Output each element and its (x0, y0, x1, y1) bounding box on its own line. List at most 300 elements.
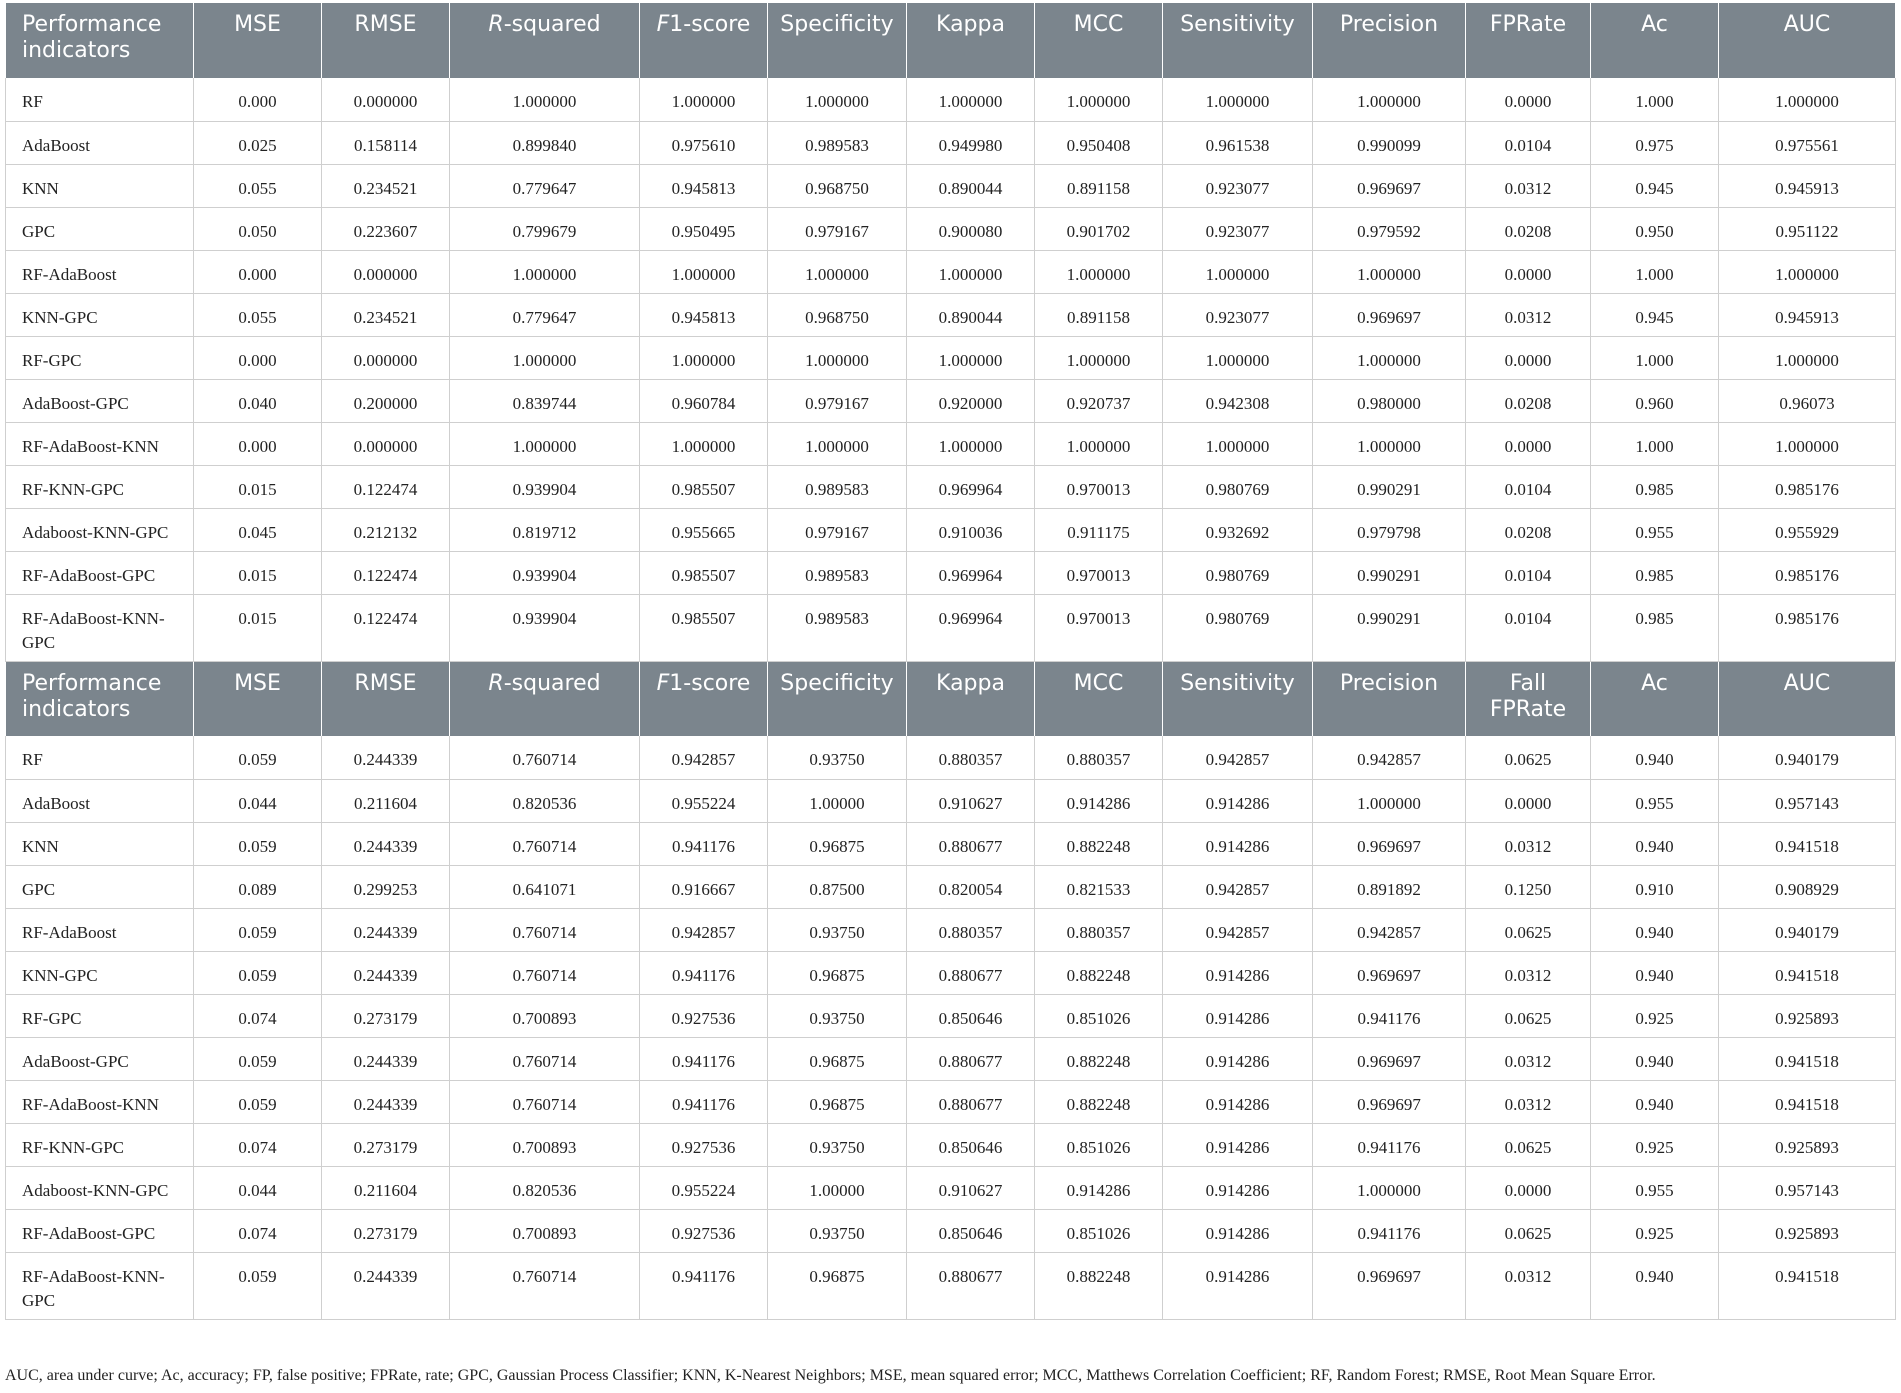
column-header-indicator (6, 661, 194, 736)
cell-f1-score: 0.927536 (640, 1123, 768, 1166)
cell-rmse: 0.244339 (322, 1252, 450, 1319)
cell-f1-score: 0.941176 (640, 1037, 768, 1080)
cell-mse: 0.040 (194, 379, 322, 422)
cell-auc: 0.945913 (1719, 293, 1896, 336)
table-row (6, 207, 1896, 250)
row-label: RF-AdaBoost-KNN (6, 422, 194, 465)
column-header-mse (194, 661, 322, 736)
cell-mse: 0.050 (194, 207, 322, 250)
cell-f1-score: 1.000000 (640, 78, 768, 121)
cell-sensitivity: 0.914286 (1163, 779, 1313, 822)
header-text: Kappa (936, 12, 1005, 37)
cell-rmse: 0.211604 (322, 779, 450, 822)
cell-ac: 0.950 (1591, 207, 1719, 250)
cell-specificity: 1.000000 (768, 250, 907, 293)
header-text: AUC (1783, 670, 1831, 696)
column-header-mcc (1035, 3, 1163, 78)
cell-ac: 0.925 (1591, 1123, 1719, 1166)
column-header-ac (1591, 661, 1719, 736)
table-row (6, 1252, 1896, 1319)
column-header-auc (1719, 3, 1896, 78)
cell-mse: 0.055 (194, 164, 322, 207)
cell-specificity: 0.989583 (768, 121, 907, 164)
cell-ac: 0.975 (1591, 121, 1719, 164)
header-text: MCC (1073, 12, 1124, 37)
header-text: RMSE (354, 12, 417, 37)
cell-auc: 0.941518 (1719, 951, 1896, 994)
cell-mcc: 0.882248 (1035, 1252, 1163, 1319)
cell-fprate: 0.0312 (1466, 1252, 1591, 1319)
cell-sensitivity: 0.914286 (1163, 1252, 1313, 1319)
cell-sensitivity: 1.000000 (1163, 78, 1313, 121)
cell-mcc: 0.891158 (1035, 164, 1163, 207)
cell-auc: 0.908929 (1719, 865, 1896, 908)
table-row (6, 951, 1896, 994)
column-header-r-squared (450, 3, 640, 78)
table-row (6, 1037, 1896, 1080)
cell-f1-score: 1.000000 (640, 250, 768, 293)
cell-rmse: 0.158114 (322, 121, 450, 164)
table-row (6, 908, 1896, 951)
cell-precision: 1.000000 (1313, 1166, 1466, 1209)
cell-r-squared: 0.760714 (450, 908, 640, 951)
cell-r-squared: 0.760714 (450, 1252, 640, 1319)
cell-mse: 0.059 (194, 908, 322, 951)
cell-r-squared: 0.779647 (450, 293, 640, 336)
row-label: RF-KNN-GPC (6, 465, 194, 508)
cell-mse: 0.059 (194, 736, 322, 779)
cell-mcc: 0.851026 (1035, 1209, 1163, 1252)
cell-precision: 0.942857 (1313, 736, 1466, 779)
cell-auc: 0.941518 (1719, 1080, 1896, 1123)
row-label: RF-AdaBoost (6, 908, 194, 951)
cell-mcc: 0.882248 (1035, 822, 1163, 865)
cell-specificity: 0.96875 (768, 951, 907, 994)
cell-f1-score: 1.000000 (640, 336, 768, 379)
cell-mse: 0.025 (194, 121, 322, 164)
cell-auc: 0.96073 (1719, 379, 1896, 422)
cell-ac: 0.940 (1591, 822, 1719, 865)
cell-ac: 0.985 (1591, 551, 1719, 594)
cell-f1-score: 0.985507 (640, 465, 768, 508)
cell-auc: 0.985176 (1719, 594, 1896, 661)
cell-ac: 1.000 (1591, 78, 1719, 121)
column-header-f1-score (640, 3, 768, 78)
cell-rmse: 0.200000 (322, 379, 450, 422)
cell-kappa: 0.850646 (907, 1209, 1035, 1252)
cell-auc: 0.985176 (1719, 465, 1896, 508)
cell-r-squared: 0.819712 (450, 508, 640, 551)
cell-precision: 0.969697 (1313, 293, 1466, 336)
cell-rmse: 0.122474 (322, 551, 450, 594)
cell-auc: 0.955929 (1719, 508, 1896, 551)
cell-mcc: 0.821533 (1035, 865, 1163, 908)
cell-mse: 0.089 (194, 865, 322, 908)
cell-f1-score: 0.960784 (640, 379, 768, 422)
header-text: Precision (1339, 670, 1439, 696)
cell-ac: 0.940 (1591, 908, 1719, 951)
cell-fprate: 0.0312 (1466, 822, 1591, 865)
cell-mcc: 0.882248 (1035, 1037, 1163, 1080)
header-text: 1-score (669, 670, 751, 696)
cell-specificity: 0.968750 (768, 293, 907, 336)
cell-sensitivity: 0.914286 (1163, 1209, 1313, 1252)
cell-auc: 1.000000 (1719, 422, 1896, 465)
cell-precision: 0.990291 (1313, 551, 1466, 594)
cell-f1-score: 0.927536 (640, 1209, 768, 1252)
header-italic-prefix: R (488, 670, 504, 696)
cell-kappa: 0.910627 (907, 1166, 1035, 1209)
header-text: MSE (234, 670, 281, 696)
cell-fprate: 0.0625 (1466, 908, 1591, 951)
cell-rmse: 0.244339 (322, 951, 450, 994)
cell-rmse: 0.000000 (322, 78, 450, 121)
cell-sensitivity: 0.914286 (1163, 1123, 1313, 1166)
column-header-auc (1719, 661, 1896, 736)
header-text: Precision (1339, 12, 1439, 37)
cell-kappa: 1.000000 (907, 422, 1035, 465)
cell-rmse: 0.244339 (322, 908, 450, 951)
cell-mse: 0.059 (194, 1252, 322, 1319)
table-row (6, 994, 1896, 1037)
cell-precision: 1.000000 (1313, 250, 1466, 293)
cell-specificity: 0.989583 (768, 465, 907, 508)
cell-mcc: 1.000000 (1035, 336, 1163, 379)
cell-mse: 0.059 (194, 1037, 322, 1080)
cell-specificity: 0.968750 (768, 164, 907, 207)
cell-ac: 0.925 (1591, 994, 1719, 1037)
cell-precision: 0.979592 (1313, 207, 1466, 250)
cell-mse: 0.044 (194, 1166, 322, 1209)
cell-kappa: 0.880677 (907, 1080, 1035, 1123)
cell-kappa: 0.900080 (907, 207, 1035, 250)
cell-r-squared: 0.700893 (450, 1123, 640, 1166)
cell-mcc: 0.882248 (1035, 1080, 1163, 1123)
cell-precision: 0.980000 (1313, 379, 1466, 422)
table-body (6, 3, 1896, 1319)
header-row (6, 3, 1896, 78)
cell-fprate: 0.0000 (1466, 422, 1591, 465)
cell-f1-score: 0.942857 (640, 736, 768, 779)
cell-sensitivity: 0.923077 (1163, 293, 1313, 336)
cell-specificity: 0.989583 (768, 551, 907, 594)
cell-sensitivity: 1.000000 (1163, 422, 1313, 465)
column-header-rmse (322, 661, 450, 736)
cell-fprate: 0.0625 (1466, 994, 1591, 1037)
row-label: AdaBoost-GPC (6, 1037, 194, 1080)
cell-specificity: 0.979167 (768, 379, 907, 422)
cell-f1-score: 0.941176 (640, 951, 768, 994)
cell-rmse: 0.000000 (322, 336, 450, 379)
cell-auc: 0.940179 (1719, 736, 1896, 779)
cell-auc: 0.951122 (1719, 207, 1896, 250)
cell-precision: 0.990291 (1313, 465, 1466, 508)
cell-r-squared: 1.000000 (450, 250, 640, 293)
cell-rmse: 0.212132 (322, 508, 450, 551)
cell-mcc: 0.970013 (1035, 551, 1163, 594)
cell-f1-score: 0.955224 (640, 1166, 768, 1209)
cell-fprate: 0.0312 (1466, 164, 1591, 207)
cell-mcc: 1.000000 (1035, 250, 1163, 293)
cell-fprate: 0.0104 (1466, 121, 1591, 164)
row-label: KNN (6, 164, 194, 207)
cell-kappa: 0.949980 (907, 121, 1035, 164)
table-row (6, 1166, 1896, 1209)
cell-ac: 0.940 (1591, 951, 1719, 994)
cell-f1-score: 0.985507 (640, 551, 768, 594)
cell-r-squared: 0.939904 (450, 551, 640, 594)
cell-fprate: 0.0312 (1466, 951, 1591, 994)
cell-ac: 0.960 (1591, 379, 1719, 422)
cell-sensitivity: 1.000000 (1163, 336, 1313, 379)
cell-specificity: 0.93750 (768, 908, 907, 951)
cell-f1-score: 0.955665 (640, 508, 768, 551)
cell-rmse: 0.273179 (322, 1209, 450, 1252)
cell-f1-score: 0.941176 (640, 1080, 768, 1123)
cell-specificity: 1.00000 (768, 1166, 907, 1209)
cell-mse: 0.059 (194, 822, 322, 865)
row-label: RF-AdaBoost-KNN-GPC (6, 1252, 194, 1319)
cell-fprate: 0.0104 (1466, 594, 1591, 661)
cell-precision: 1.000000 (1313, 78, 1466, 121)
cell-ac: 1.000 (1591, 422, 1719, 465)
cell-mcc: 0.851026 (1035, 1123, 1163, 1166)
cell-precision: 0.990099 (1313, 121, 1466, 164)
cell-rmse: 0.211604 (322, 1166, 450, 1209)
cell-ac: 1.000 (1591, 336, 1719, 379)
cell-f1-score: 0.985507 (640, 594, 768, 661)
header-text: Specificity (780, 670, 894, 696)
header-text: Sensitivity (1180, 12, 1295, 37)
cell-r-squared: 0.700893 (450, 994, 640, 1037)
row-label: KNN-GPC (6, 293, 194, 336)
cell-mse: 0.059 (194, 951, 322, 994)
cell-fprate: 0.0208 (1466, 508, 1591, 551)
table-row (6, 121, 1896, 164)
cell-kappa: 0.969964 (907, 594, 1035, 661)
cell-r-squared: 1.000000 (450, 78, 640, 121)
table-row (6, 594, 1896, 661)
cell-kappa: 0.969964 (907, 465, 1035, 508)
cell-auc: 0.985176 (1719, 551, 1896, 594)
column-header-kappa (907, 3, 1035, 78)
column-header-precision (1313, 661, 1466, 736)
cell-fprate: 0.0000 (1466, 1166, 1591, 1209)
header-italic-prefix: F (656, 12, 670, 37)
table-row (6, 422, 1896, 465)
cell-auc: 0.925893 (1719, 1209, 1896, 1252)
cell-mcc: 0.880357 (1035, 908, 1163, 951)
cell-fprate: 0.0312 (1466, 1037, 1591, 1080)
cell-precision: 0.941176 (1313, 994, 1466, 1037)
cell-fprate: 0.0625 (1466, 1123, 1591, 1166)
cell-mse: 0.000 (194, 250, 322, 293)
cell-mse: 0.045 (194, 508, 322, 551)
cell-mcc: 0.891158 (1035, 293, 1163, 336)
cell-mcc: 0.950408 (1035, 121, 1163, 164)
column-header-rmse (322, 3, 450, 78)
cell-specificity: 0.96875 (768, 1252, 907, 1319)
cell-r-squared: 0.760714 (450, 1037, 640, 1080)
cell-f1-score: 0.955224 (640, 779, 768, 822)
row-label: GPC (6, 207, 194, 250)
cell-r-squared: 0.799679 (450, 207, 640, 250)
cell-auc: 1.000000 (1719, 336, 1896, 379)
cell-mcc: 0.882248 (1035, 951, 1163, 994)
cell-precision: 1.000000 (1313, 779, 1466, 822)
column-header-sensitivity (1163, 3, 1313, 78)
cell-ac: 0.940 (1591, 1080, 1719, 1123)
row-label: AdaBoost-GPC (6, 379, 194, 422)
table-row (6, 293, 1896, 336)
cell-specificity: 0.979167 (768, 508, 907, 551)
row-label: RF-AdaBoost-KNN (6, 1080, 194, 1123)
column-header-indicator (6, 3, 194, 78)
cell-specificity: 0.93750 (768, 994, 907, 1037)
cell-fprate: 0.0000 (1466, 336, 1591, 379)
column-header-specificity (768, 661, 907, 736)
cell-fprate: 0.1250 (1466, 865, 1591, 908)
cell-sensitivity: 0.932692 (1163, 508, 1313, 551)
row-label: RF-AdaBoost (6, 250, 194, 293)
row-label: Adaboost-KNN-GPC (6, 1166, 194, 1209)
cell-ac: 0.955 (1591, 1166, 1719, 1209)
cell-precision: 0.969697 (1313, 1037, 1466, 1080)
cell-kappa: 1.000000 (907, 78, 1035, 121)
column-header-r-squared (450, 661, 640, 736)
header-italic-prefix: R (488, 12, 504, 37)
cell-fprate: 0.0000 (1466, 78, 1591, 121)
cell-f1-score: 0.941176 (640, 1252, 768, 1319)
cell-f1-score: 0.942857 (640, 908, 768, 951)
cell-rmse: 0.244339 (322, 822, 450, 865)
cell-rmse: 0.244339 (322, 1080, 450, 1123)
cell-ac: 0.945 (1591, 164, 1719, 207)
cell-f1-score: 0.941176 (640, 822, 768, 865)
header-italic-prefix: F (656, 670, 670, 696)
cell-precision: 0.969697 (1313, 951, 1466, 994)
cell-specificity: 0.96875 (768, 822, 907, 865)
cell-auc: 1.000000 (1719, 250, 1896, 293)
cell-f1-score: 0.927536 (640, 994, 768, 1037)
cell-precision: 1.000000 (1313, 336, 1466, 379)
cell-specificity: 0.93750 (768, 736, 907, 779)
cell-ac: 0.910 (1591, 865, 1719, 908)
cell-fprate: 0.0625 (1466, 736, 1591, 779)
cell-precision: 0.941176 (1313, 1209, 1466, 1252)
cell-ac: 0.955 (1591, 779, 1719, 822)
cell-kappa: 0.880677 (907, 1037, 1035, 1080)
cell-rmse: 0.223607 (322, 207, 450, 250)
cell-precision: 0.969697 (1313, 164, 1466, 207)
cell-specificity: 0.96875 (768, 1080, 907, 1123)
row-label: Adaboost-KNN-GPC (6, 508, 194, 551)
cell-mcc: 0.914286 (1035, 779, 1163, 822)
cell-f1-score: 1.000000 (640, 422, 768, 465)
cell-kappa: 1.000000 (907, 250, 1035, 293)
cell-ac: 0.985 (1591, 465, 1719, 508)
cell-rmse: 0.000000 (322, 422, 450, 465)
cell-r-squared: 0.760714 (450, 736, 640, 779)
table-row (6, 1123, 1896, 1166)
cell-mcc: 1.000000 (1035, 78, 1163, 121)
header-text: RMSE (354, 670, 417, 696)
cell-precision: 1.000000 (1313, 422, 1466, 465)
cell-kappa: 0.920000 (907, 379, 1035, 422)
table-row (6, 78, 1896, 121)
cell-rmse: 0.273179 (322, 994, 450, 1037)
cell-r-squared: 0.939904 (450, 594, 640, 661)
header-text: 1-score (669, 12, 751, 37)
cell-specificity: 1.00000 (768, 779, 907, 822)
column-header-sensitivity (1163, 661, 1313, 736)
cell-mse: 0.000 (194, 336, 322, 379)
cell-kappa: 1.000000 (907, 336, 1035, 379)
cell-specificity: 0.96875 (768, 1037, 907, 1080)
performance-table (5, 3, 1896, 1320)
cell-rmse: 0.273179 (322, 1123, 450, 1166)
cell-r-squared: 0.779647 (450, 164, 640, 207)
cell-mse: 0.000 (194, 422, 322, 465)
cell-sensitivity: 0.914286 (1163, 1080, 1313, 1123)
column-header-mcc (1035, 661, 1163, 736)
cell-precision: 0.941176 (1313, 1123, 1466, 1166)
row-label: KNN (6, 822, 194, 865)
column-header-mse (194, 3, 322, 78)
cell-r-squared: 0.641071 (450, 865, 640, 908)
cell-kappa: 0.820054 (907, 865, 1035, 908)
cell-auc: 0.925893 (1719, 994, 1896, 1037)
row-label: RF-AdaBoost-KNN-GPC (6, 594, 194, 661)
cell-fprate: 0.0312 (1466, 1080, 1591, 1123)
cell-auc: 0.941518 (1719, 822, 1896, 865)
cell-specificity: 0.87500 (768, 865, 907, 908)
cell-specificity: 0.989583 (768, 594, 907, 661)
cell-kappa: 0.850646 (907, 994, 1035, 1037)
cell-fprate: 0.0000 (1466, 250, 1591, 293)
column-header-specificity (768, 3, 907, 78)
cell-mcc: 0.914286 (1035, 1166, 1163, 1209)
cell-ac: 0.940 (1591, 1252, 1719, 1319)
table-row (6, 1080, 1896, 1123)
table-row (6, 250, 1896, 293)
row-label: RF-GPC (6, 336, 194, 379)
cell-mse: 0.074 (194, 1209, 322, 1252)
cell-f1-score: 0.945813 (640, 293, 768, 336)
row-label: KNN-GPC (6, 951, 194, 994)
cell-auc: 0.957143 (1719, 779, 1896, 822)
cell-sensitivity: 0.980769 (1163, 551, 1313, 594)
cell-mcc: 0.880357 (1035, 736, 1163, 779)
cell-rmse: 0.299253 (322, 865, 450, 908)
cell-rmse: 0.244339 (322, 736, 450, 779)
header-text: -squared (503, 670, 601, 696)
row-label: RF-KNN-GPC (6, 1123, 194, 1166)
cell-sensitivity: 0.914286 (1163, 1037, 1313, 1080)
row-label: GPC (6, 865, 194, 908)
cell-specificity: 1.000000 (768, 336, 907, 379)
cell-kappa: 0.910627 (907, 779, 1035, 822)
cell-sensitivity: 0.923077 (1163, 164, 1313, 207)
header-text: AUC (1783, 12, 1831, 37)
cell-kappa: 0.880677 (907, 951, 1035, 994)
column-header-ac (1591, 3, 1719, 78)
cell-ac: 1.000 (1591, 250, 1719, 293)
cell-mse: 0.059 (194, 1080, 322, 1123)
cell-fprate: 0.0625 (1466, 1209, 1591, 1252)
column-header-fprate (1466, 3, 1591, 78)
cell-auc: 0.945913 (1719, 164, 1896, 207)
